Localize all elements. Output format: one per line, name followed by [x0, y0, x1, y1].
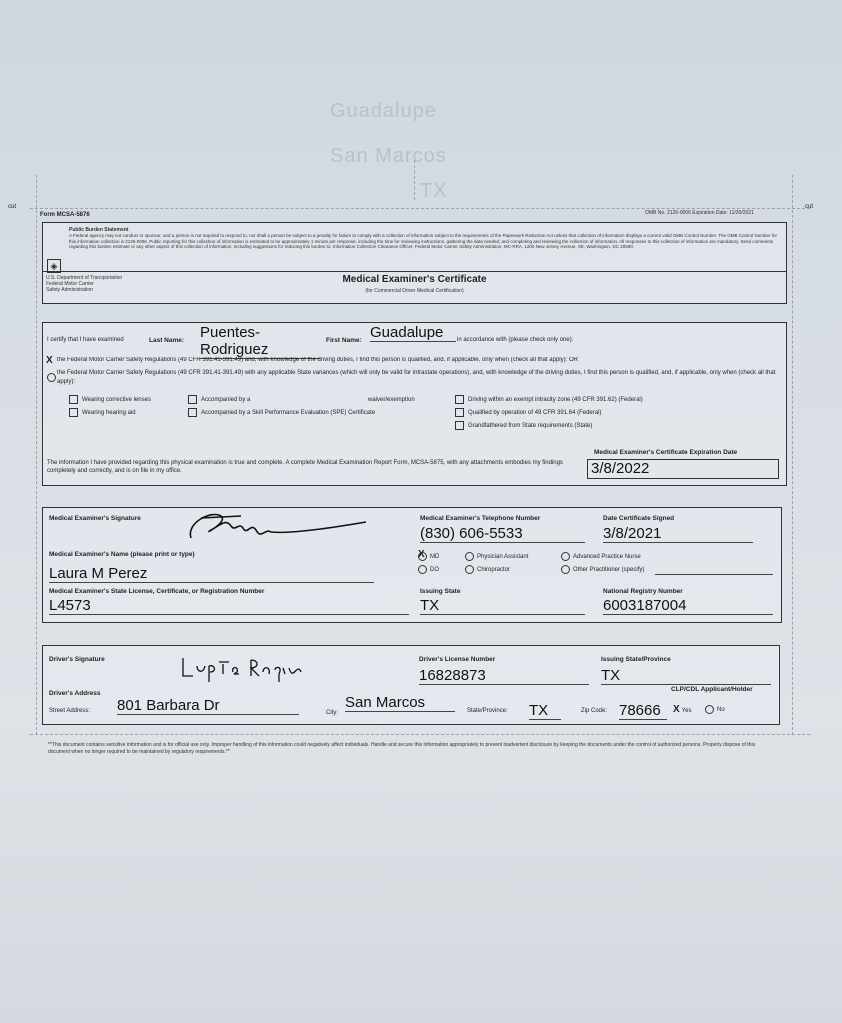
certify-prefix: I certify that I have examined: [47, 337, 124, 343]
burden-title: Public Burden Statement: [69, 227, 129, 233]
first-name-field[interactable]: Guadalupe: [370, 324, 456, 342]
first-name-label: First Name:: [326, 337, 362, 344]
credential-label: Other Practitioner (specify): [573, 567, 645, 574]
cut-line-bottom: [30, 734, 810, 735]
credential-md[interactable]: X MD: [418, 549, 440, 561]
cut-line-top: [30, 208, 810, 209]
dot-logo-icon: ◈: [47, 259, 61, 273]
street-label: Street Address:: [49, 708, 91, 714]
examiner-signature-label: Medical Examiner's Signature: [49, 515, 141, 522]
credential-do[interactable]: [418, 565, 439, 574]
cut-line-left: [36, 175, 37, 735]
option2-text: the Federal Motor Carrier Safety Regulations (49 CFR 391.41-391.49) with any applicable State variances (which will only be valid for intrastate operations), and, with knowledge of the driving duties, I find this person is qualified, and, if applicable, only when (check all that apply):: [57, 370, 776, 385]
registry-label: National Registry Number: [603, 588, 683, 595]
last-name-label: Last Name:: [149, 337, 185, 344]
check-label: Grandfathered from State requirements (State): [468, 423, 593, 430]
driver-box: [42, 645, 780, 725]
phone-field[interactable]: (830) 606-5533: [420, 525, 585, 543]
check-corrective-lenses[interactable]: [69, 395, 151, 404]
date-signed-field[interactable]: 3/8/2021: [603, 525, 753, 543]
city-field[interactable]: San Marcos: [345, 694, 455, 712]
show-through-text: TX: [420, 180, 448, 202]
phone-label: Medical Examiner's Telephone Number: [420, 515, 541, 522]
show-through-text: San Marcos: [330, 145, 447, 167]
certification-box: [42, 322, 787, 486]
clp-no[interactable]: [705, 705, 725, 714]
date-signed-label: Date Certificate Signed: [603, 515, 675, 522]
credential-label: MD: [430, 554, 440, 561]
examiner-box: [42, 507, 782, 623]
driver-signature: [179, 652, 309, 686]
license-field[interactable]: L4573: [49, 597, 409, 615]
form-subtitle: (for Commercial Driver Medical Certification): [365, 288, 464, 294]
check-grandfathered[interactable]: [455, 421, 592, 430]
clp-label: CLP/CDL Applicant/Holder: [671, 686, 753, 693]
expiration-date-field[interactable]: 3/8/2022: [587, 459, 779, 479]
dot-line-3: Safety Administration: [46, 287, 93, 293]
credential-apn[interactable]: [561, 552, 641, 561]
dot-line-1: U.S. Department of Transportation: [46, 275, 123, 281]
registry-field[interactable]: 6003187004: [603, 597, 773, 615]
check-label: Wearing hearing aid: [82, 410, 136, 417]
option1-radio[interactable]: X: [46, 355, 53, 366]
check-hearing-aid[interactable]: [69, 408, 136, 417]
title-divider: [43, 271, 786, 272]
last-name-field[interactable]: Puentes-Rodriguez: [200, 324, 320, 359]
street-field[interactable]: 801 Barbara Dr: [117, 697, 299, 715]
footer-notice: **This document contains sensitive information and is for official use only. Improper handling of this information could negatively affect individuals. Handle and secure this information appropriately to prevent inadvertent disclosure by keeping the documents under the control of authorized persons. Properly dispose of this document when no longer required to be maintained by regulatory requirements.**: [48, 742, 756, 755]
driver-signature-label: Driver's Signature: [49, 656, 105, 663]
show-through-text: Guadalupe: [330, 100, 437, 122]
credential-other[interactable]: [561, 565, 644, 574]
driver-address-label: Driver's Address: [49, 690, 101, 697]
zip-label: Zip Code:: [581, 708, 608, 714]
burden-text: A Federal agency may not conduct or sponsor, and a person is not required to respond to, nor shall a person be subject to a penalty for failure to comply with a collection of information subject to the requirements of the Paperwork Reduction Act unless that collection of information displays a current valid OMB Control Number. The OMB Control Number for this information collection is 2126-0006. Public reporting for this collection of information is estimated to be approximately 1 minute per response, including the time for reviewing instructions, gathering the data needed, and completing and reviewing the collection of information. All responses to this collection of information are mandatory. Send comments regarding this burden estimate or any other aspect of this collection of information, including suggestions for reducing this burden to: Information Collection Clearance Officer, Federal Motor Carrier Safety Administration, MC-RRA, 1200 New Jersey Avenue, SE, Washington, DC 20590.: [69, 233, 778, 250]
check-accompanied-spe[interactable]: [188, 408, 375, 417]
credential-label: Physician Assistant: [477, 554, 529, 561]
check-label: Driving within an exempt intracity zone (49 CFR 391.62) (Federal): [468, 397, 643, 404]
city-label: City:: [326, 710, 338, 716]
credential-chiro[interactable]: [465, 565, 510, 574]
driver-issuing-field[interactable]: TX: [601, 667, 771, 685]
driver-license-label: Driver's License Number: [419, 656, 496, 663]
dot-line-2: Federal Motor Carrier: [46, 281, 94, 287]
credential-label: Advanced Practice Nurse: [573, 554, 641, 561]
other-practitioner-line: [655, 574, 773, 575]
examiner-name-field[interactable]: Laura M Perez: [49, 565, 374, 583]
credential-label: Chiropractor: [477, 567, 511, 574]
expiration-label: Medical Examiner's Certificate Expiration Date: [594, 449, 738, 456]
check-accompanied-waiver[interactable]: [188, 395, 250, 404]
credential-pa[interactable]: [465, 552, 528, 561]
driver-issuing-label: Issuing State/Province: [601, 656, 671, 663]
clp-yes-mark: X: [673, 704, 680, 715]
form-number: Form MCSA-5876: [40, 212, 90, 218]
check-label: Accompanied by a: [201, 397, 251, 404]
accordance-text: in accordance with (please check only one):: [457, 337, 574, 343]
check-label: Wearing corrective lenses: [82, 397, 151, 404]
clp-no-label: No: [717, 707, 725, 714]
state-label: State/Province:: [467, 708, 508, 714]
form-title: Medical Examiner's Certificate: [342, 274, 487, 285]
option1-text: the Federal Motor Carrier Safety Regulations (49 CFR 391.41-391.49) and, with knowledge of the driving duties, I find this person is qualified, and, if applicable, only when (check all that apply): OR: [57, 357, 578, 363]
cut-label-top-left: cut: [8, 204, 17, 210]
burden-box: [42, 222, 787, 304]
state-field[interactable]: TX: [529, 702, 561, 720]
issuing-state-field[interactable]: TX: [420, 597, 585, 615]
clp-yes[interactable]: [673, 704, 691, 715]
omb-number: OMB No. 2126-0006 Expiration Date: 11/30/2021: [645, 210, 754, 216]
cut-label-top-right: cut: [805, 204, 814, 210]
credential-label: DO: [430, 567, 439, 574]
check-label: Qualified by operation of 49 CFR 391.64 (Federal): [468, 410, 602, 417]
check-label: Accompanied by a Skill Performance Evaluation (SPE) Certificate: [201, 410, 376, 417]
driver-license-field[interactable]: 16828873: [419, 667, 589, 685]
examiner-signature: [181, 508, 371, 548]
issuing-state-label: Issuing State: [420, 588, 461, 595]
check-exempt-intracity[interactable]: [455, 395, 643, 404]
examiner-name-label: Medical Examiner's Name (please print or type): [49, 551, 195, 558]
cut-line-center: [414, 160, 415, 200]
clp-yes-label: Yes: [681, 708, 692, 714]
check-391-64[interactable]: [455, 408, 601, 417]
waiver-text: waiver/exemption: [368, 397, 415, 403]
cut-line-right: [792, 175, 793, 735]
statement-text: The information I have provided regarding this physical examination is true and complete. A complete Medical Examination Report Form, MCSA-5875, with any attachments embodies my findings completely and correctly, and is on file in my office.: [47, 460, 563, 474]
zip-field[interactable]: 78666: [619, 702, 667, 720]
license-label: Medical Examiner's State License, Certificate, or Registration Number: [49, 588, 265, 595]
